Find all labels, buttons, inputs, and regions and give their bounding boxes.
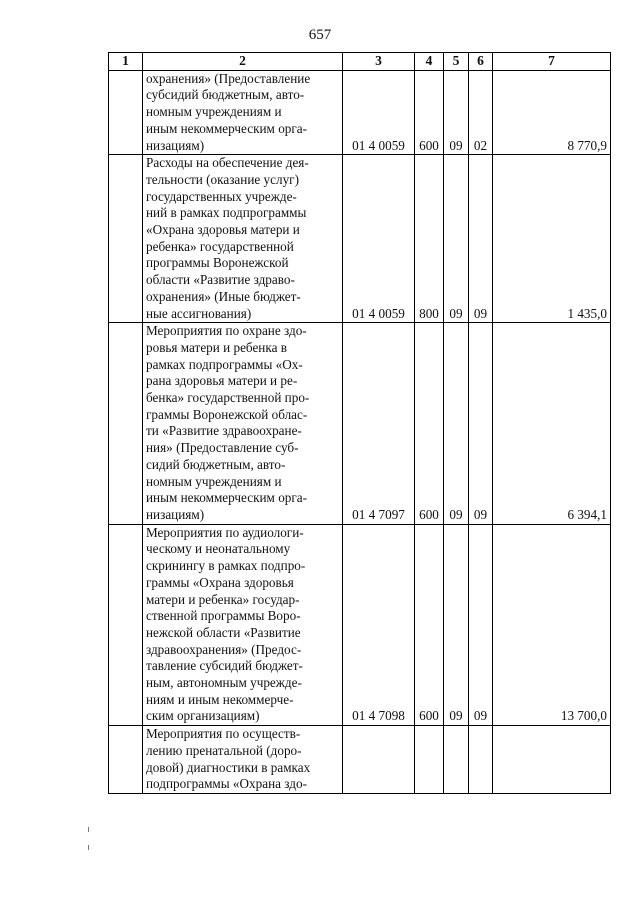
target-article-cell: 01 4 7098 <box>343 524 415 725</box>
target-article-cell <box>343 726 415 794</box>
description-line: номным учреждениям и <box>146 104 282 120</box>
description-line: матери и ребенка» государ- <box>146 591 300 607</box>
table-row <box>109 155 611 323</box>
description-line: Мероприятия по аудиологи- <box>146 524 304 540</box>
section-cell: 09 <box>444 155 469 323</box>
description-line: граммы Воронежской облас- <box>146 406 308 422</box>
description-line: бенка» государственной про- <box>146 390 310 406</box>
description-line: ственной программы Воро- <box>146 608 301 624</box>
description-cell <box>143 323 343 524</box>
description-line: рана здоровья матери и ре- <box>146 373 298 389</box>
description-cell <box>143 726 343 794</box>
description-line: ным, автономным учрежде- <box>146 675 302 691</box>
margin-mark <box>88 827 89 832</box>
description-line: скринингу в рамках подпро- <box>146 558 306 574</box>
header-col-3: 3 <box>343 53 415 71</box>
expense-type-cell: 600 <box>415 524 444 725</box>
description-line: программы Воронежской <box>146 255 289 271</box>
amount-cell: 13 700,0 <box>493 524 611 725</box>
description-line: лению пренатальной (доро- <box>146 742 302 758</box>
header-row <box>109 53 611 71</box>
target-article-cell: 01 4 0059 <box>343 70 415 155</box>
description-line: нежской области «Развитие <box>146 624 301 640</box>
description-line: номным учреждениям и <box>146 473 282 489</box>
description-line: «Охрана здоровья матери и <box>146 222 300 238</box>
row-number-cell <box>109 524 143 725</box>
amount-cell: 6 394,1 <box>493 323 611 524</box>
description-line: ческому и неонатальному <box>146 541 291 557</box>
target-article-cell: 01 4 7097 <box>343 323 415 524</box>
amount-cell: 8 770,9 <box>493 70 611 155</box>
margin-mark <box>88 845 89 850</box>
description-line: субсидий бюджетным, авто- <box>146 87 305 103</box>
description-line: государственных учрежде- <box>146 188 297 204</box>
header-col-4: 4 <box>415 53 444 71</box>
description-line: довой) диагностики в рамках <box>146 759 311 775</box>
description-line: Мероприятия по охране здо- <box>146 323 307 339</box>
expense-type-cell: 600 <box>415 323 444 524</box>
description-line: Мероприятия по осуществ- <box>146 726 301 742</box>
section-cell: 09 <box>444 323 469 524</box>
description-line: сидий бюджетным, авто- <box>146 456 286 472</box>
description-line: Расходы на обеспечение дея- <box>146 155 309 171</box>
expense-type-cell: 600 <box>415 70 444 155</box>
table-row <box>109 726 611 794</box>
header-col-1: 1 <box>109 53 143 71</box>
description-line: граммы «Охрана здоровья <box>146 574 294 590</box>
header-col-5: 5 <box>444 53 469 71</box>
table-row <box>109 70 611 155</box>
description-line: подпрограммы «Охрана здо- <box>146 776 307 792</box>
description-line: тельности (оказание услуг) <box>146 171 299 187</box>
row-number-cell <box>109 155 143 323</box>
description-cell <box>143 524 343 725</box>
target-article-cell: 01 4 0059 <box>343 155 415 323</box>
subsection-cell: 09 <box>469 323 493 524</box>
description-line: ти «Развитие здравоохране- <box>146 423 302 439</box>
row-number-cell <box>109 70 143 155</box>
amount-cell <box>493 726 611 794</box>
budget-table <box>108 52 611 794</box>
description-line: иным некоммерческим орга- <box>146 490 308 506</box>
description-line: ским организациям) <box>146 708 260 724</box>
table-row <box>109 524 611 725</box>
header-col-7: 7 <box>493 53 611 71</box>
description-line: ровья матери и ребенка в <box>146 339 287 355</box>
section-cell: 09 <box>444 70 469 155</box>
description-line: охранения» (Иные бюджет- <box>146 288 301 304</box>
amount-cell: 1 435,0 <box>493 155 611 323</box>
description-line: иным некоммерческим орга- <box>146 120 308 136</box>
row-number-cell <box>109 726 143 794</box>
description-line: ния» (Предоставление суб- <box>146 440 299 456</box>
description-line: здравоохранения» (Предос- <box>146 641 302 657</box>
expense-type-cell: 800 <box>415 155 444 323</box>
description-line: ниям и иным некоммерче- <box>146 691 294 707</box>
row-number-cell <box>109 323 143 524</box>
description-line: ребенка» государственной <box>146 238 294 254</box>
description-line: тавление субсидий бюджет- <box>146 658 303 674</box>
section-cell <box>444 726 469 794</box>
subsection-cell: 09 <box>469 155 493 323</box>
description-line: области «Развитие здраво- <box>146 272 295 288</box>
section-cell: 09 <box>444 524 469 725</box>
header-col-6: 6 <box>469 53 493 71</box>
header-col-2: 2 <box>143 53 343 71</box>
table-body <box>109 70 611 793</box>
page-number: 657 <box>308 27 332 43</box>
description-line: низациям) <box>146 506 205 522</box>
description-line: ний в рамках подпрограммы <box>146 205 307 221</box>
description-line: рамках подпрограммы «Ох- <box>146 356 303 372</box>
description-line: низациям) <box>146 137 205 153</box>
description-cell <box>143 155 343 323</box>
subsection-cell: 09 <box>469 524 493 725</box>
subsection-cell: 02 <box>469 70 493 155</box>
description-line: ные ассигнования) <box>146 305 252 321</box>
description-line: охранения» (Предоставление <box>146 70 311 86</box>
subsection-cell <box>469 726 493 794</box>
table-row <box>109 323 611 524</box>
expense-type-cell <box>415 726 444 794</box>
description-cell <box>143 70 343 155</box>
